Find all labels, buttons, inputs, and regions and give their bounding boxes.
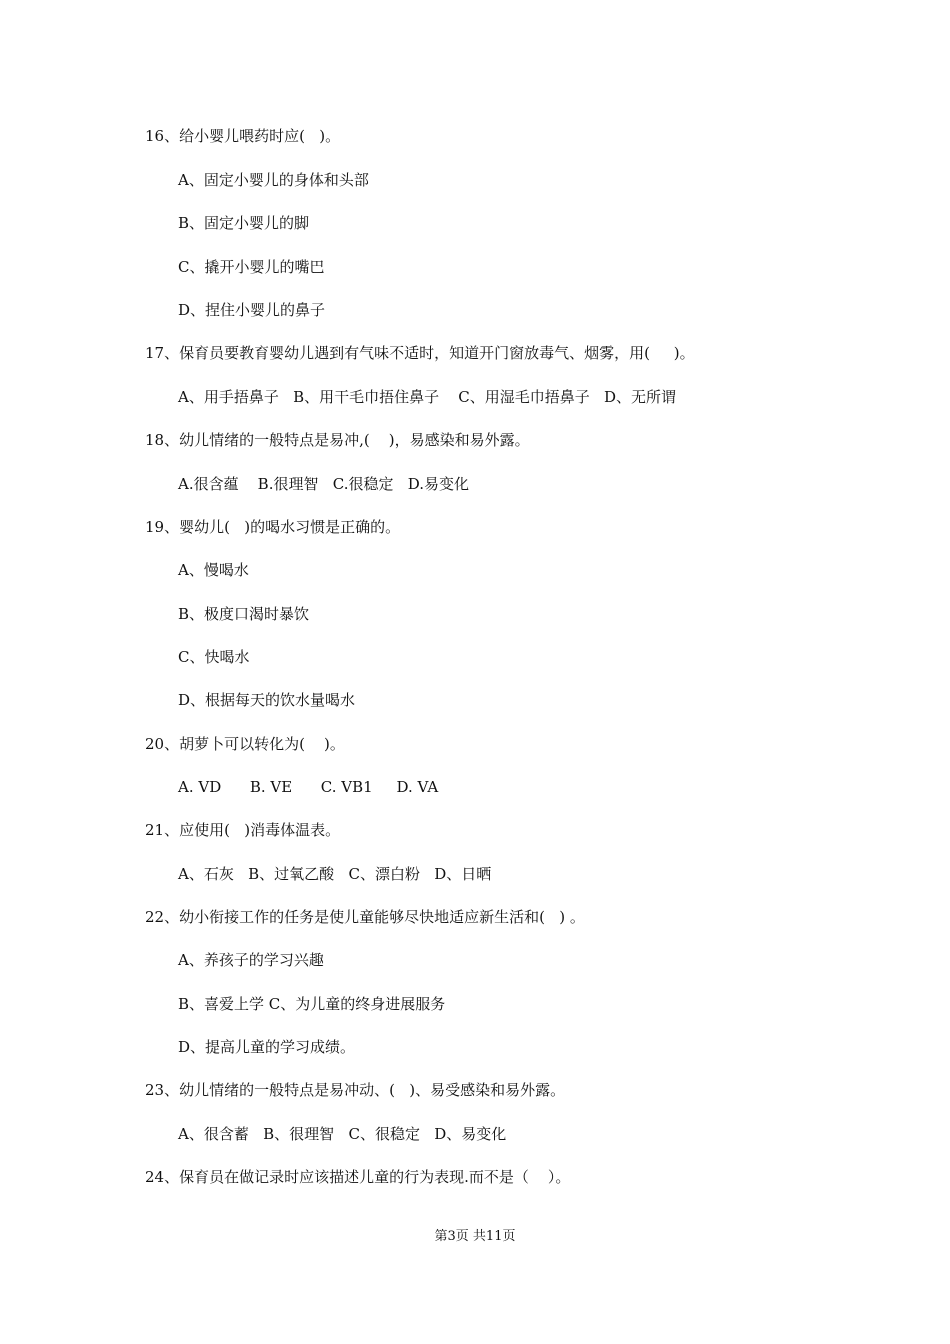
question-21: 21、应使用( )消毒体温表。 [145,821,341,839]
question-22: 22、幼小衔接工作的任务是使儿童能够尽快地适应新生活和( ) 。 [145,908,585,926]
option-19-b: B、极度口渴时暴饮 [178,605,310,623]
option-19-d: D、根据每天的饮水量喝水 [178,691,356,709]
option-22-b-c: B、喜爱上学 C、为儿童的终身进展服务 [178,995,446,1013]
option-19-c: C、快喝水 [178,648,250,666]
question-16: 16、给小婴儿喂药时应( )。 [145,127,341,145]
options-23: A、很含蓄 B、很理智 C、很稳定 D、易变化 [178,1125,507,1143]
question-24: 24、保育员在做记录时应该描述儿童的行为表现.而不是（ ）。 [145,1168,571,1186]
question-23: 23、幼儿情绪的一般特点是易冲动、( )、易受感染和易外露。 [145,1081,566,1099]
options-20: A. VD B. VE C. VB1 D. VA [178,778,439,796]
option-19-a: A、慢喝水 [178,561,249,579]
option-22-a: A、养孩子的学习兴趣 [178,951,324,969]
page-footer: 第3页 共11页 [434,1229,516,1244]
option-16-d: D、捏住小婴儿的鼻子 [178,301,326,319]
question-18: 18、幼儿情绪的一般特点是易冲,( )，易感染和易外露。 [145,431,530,449]
question-19: 19、婴幼儿( )的喝水习惯是正确的。 [145,518,401,536]
option-16-a: A、固定小婴儿的身体和头部 [178,171,369,189]
question-17: 17、保育员要教育婴幼儿遇到有气味不适时，知道开门窗放毒气、烟雾，用( )。 [145,344,695,362]
options-21: A、石灰 B、过氧乙酸 C、漂白粉 D、日晒 [178,865,492,883]
option-16-c: C、撬开小婴儿的嘴巴 [178,258,325,276]
options-18: A.很含蕴 B.很理智 C.很稳定 D.易变化 [178,475,470,493]
option-16-b: B、固定小婴儿的脚 [178,214,310,232]
option-22-d: D、提高儿童的学习成绩。 [178,1038,356,1056]
question-20: 20、胡萝卜可以转化为( )。 [145,735,345,753]
options-17: A、用手捂鼻子 B、用干毛巾捂住鼻子 C、用湿毛巾捂鼻子 D、无所谓 [178,388,677,406]
